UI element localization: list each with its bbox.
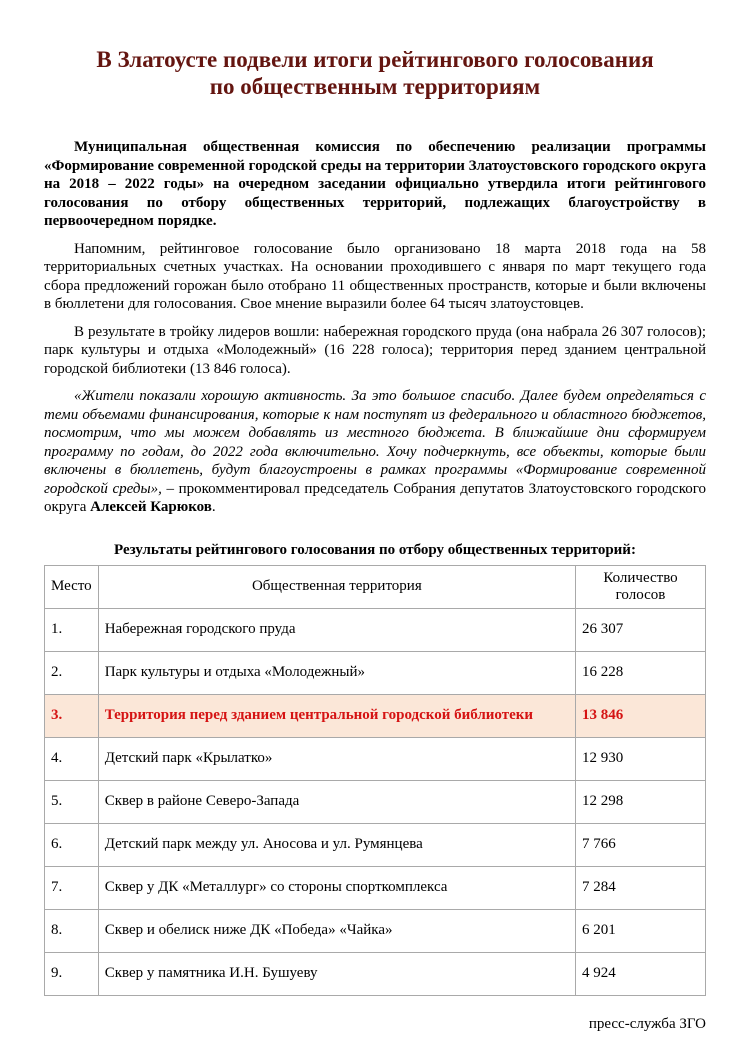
quote-text: «Жители показали хорошую активность. За это большое спасибо. Далее будем определяться с теми объемами финансирования, которые к нам поступят из федерального и областного бюджетов, посмотрим, что мы можем добавлять из местного бюджета. В ближайшие дни сформируем программу по годам, до 2022 года включительно. Хочу подчеркнуть, все объекты, которые были включены в бюллетень, будут благоустроены в рамках программы «Формирование современной городской среды», xyxy=(44,388,706,497)
cell-territory: Сквер в районе Северо-Запада xyxy=(98,780,575,823)
cell-territory: Набережная городского пруда xyxy=(98,608,575,651)
cell-place: 2. xyxy=(45,651,99,694)
table-row xyxy=(45,909,706,952)
cell-territory: Парк культуры и отдыха «Молодежный» xyxy=(98,651,575,694)
results-table-caption: Результаты рейтингового голосования по отбору общественных территорий: xyxy=(114,541,636,558)
cell-place: 7. xyxy=(45,866,99,909)
table-row xyxy=(45,737,706,780)
header-territory: Общественная территория xyxy=(98,565,575,608)
cell-votes: 12 930 xyxy=(576,737,706,780)
cell-territory: Детский парк между ул. Аносова и ул. Румянцева xyxy=(98,823,575,866)
table-row xyxy=(45,780,706,823)
page-title-line2: по общественным территориям xyxy=(209,74,541,99)
quote-attribution: – прокомментировал председатель Собрания депутатов Златоустовского городского округа xyxy=(44,480,706,515)
cell-territory: Территория перед зданием центральной городской библиотеки xyxy=(98,694,575,737)
paragraph-background: Напомним, рейтинговое голосование было организовано 18 марта 2018 года на 58 территориальных счетных участках. На основании проходившего с января по март текущего года сбора предложений горожан было отобрано 11 общественных пространств, которые и были включены в бюллетени для голосования. Свое мнение выразили более 64 тысяч златоустовцев. xyxy=(44,240,706,312)
table-row xyxy=(45,694,706,737)
page-title-line1: В Златоусте подвели итоги рейтингового голосования xyxy=(96,47,654,72)
cell-votes: 13 846 xyxy=(576,694,706,737)
results-table xyxy=(44,565,706,996)
cell-votes: 26 307 xyxy=(576,608,706,651)
paragraph-leaders: В результате в тройку лидеров вошли: набережная городского пруда (она набрала 26 307 голосов); парк культуры и отдыха «Молодежный» (16 228 голоса); территория перед зданием центральной городской библиотеки (13 846 голоса). xyxy=(44,323,706,377)
cell-votes: 4 924 xyxy=(576,952,706,995)
paragraph-quote xyxy=(44,387,706,517)
cell-votes: 7 766 xyxy=(576,823,706,866)
header-place: Место xyxy=(45,565,99,608)
cell-votes: 12 298 xyxy=(576,780,706,823)
results-table-body xyxy=(45,608,706,995)
table-row xyxy=(45,608,706,651)
cell-place: 1. xyxy=(45,608,99,651)
press-service-signature: пресс-служба ЗГО xyxy=(588,1015,706,1032)
cell-place: 6. xyxy=(45,823,99,866)
cell-place: 9. xyxy=(45,952,99,995)
table-row xyxy=(45,823,706,866)
cell-place: 5. xyxy=(45,780,99,823)
cell-territory: Сквер и обелиск ниже ДК «Победа» «Чайка» xyxy=(98,909,575,952)
table-row xyxy=(45,866,706,909)
table-row xyxy=(45,651,706,694)
paragraph-intro: Муниципальная общественная комиссия по обеспечению реализации программы «Формирование современной городской среды на территории Златоустовского городского округа на 2018 – 2022 годы» на очередном заседании официально утвердила итоги рейтингового голосования по отбору общественных территорий, подлежащих благоустройству в первоочередном порядке. xyxy=(44,139,706,229)
table-row xyxy=(45,952,706,995)
page-title xyxy=(44,46,706,100)
cell-votes: 16 228 xyxy=(576,651,706,694)
cell-territory: Сквер у памятника И.Н. Бушуеву xyxy=(98,952,575,995)
cell-territory: Детский парк «Крылатко» xyxy=(98,737,575,780)
quote-period: . xyxy=(211,499,216,515)
results-table-header-row xyxy=(45,565,706,608)
header-votes: Количество голосов xyxy=(576,565,706,608)
cell-place: 3. xyxy=(45,694,99,737)
cell-place: 4. xyxy=(45,737,99,780)
cell-votes: 6 201 xyxy=(576,909,706,952)
cell-territory: Сквер у ДК «Металлург» со стороны спорткомплекса xyxy=(98,866,575,909)
cell-votes: 7 284 xyxy=(576,866,706,909)
cell-place: 8. xyxy=(45,909,99,952)
quote-author: Алексей Карюков xyxy=(90,499,212,515)
